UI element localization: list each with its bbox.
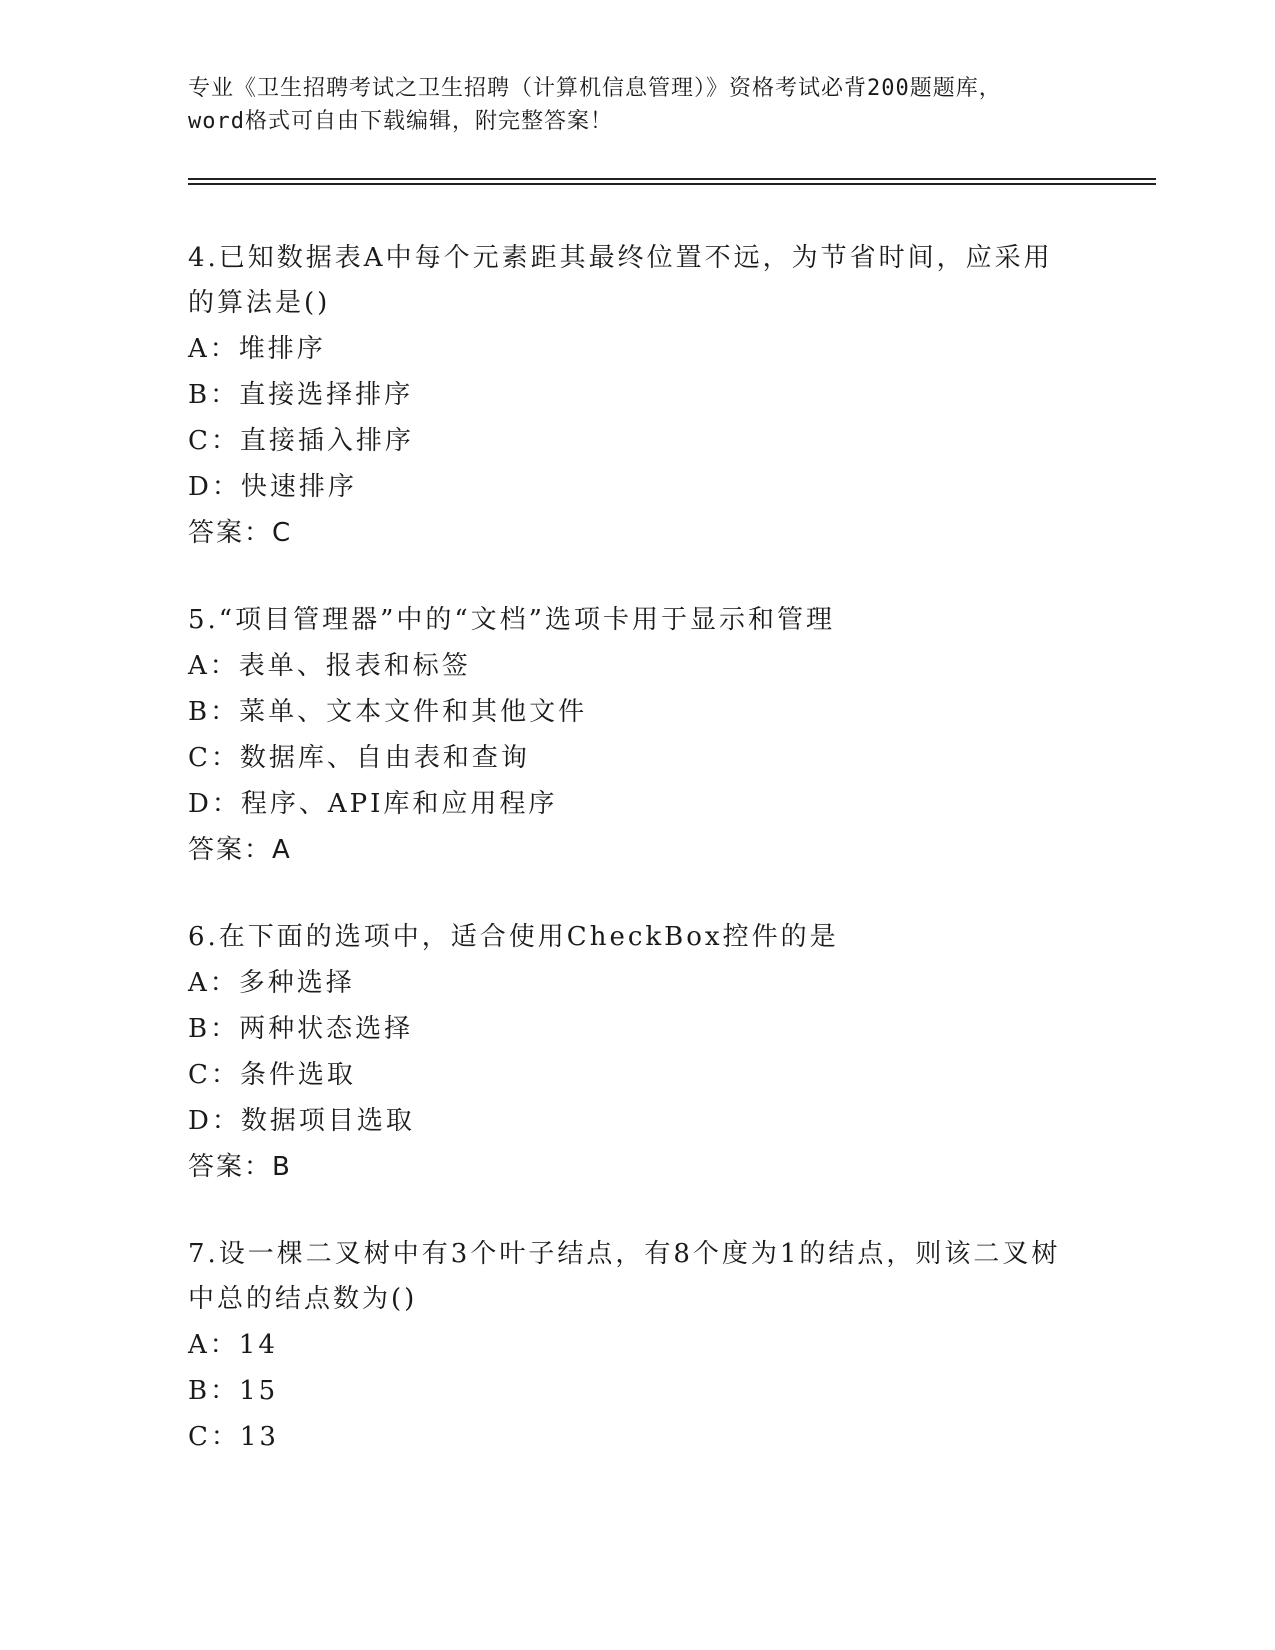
header-title-line-1: 专业《卫生招聘考试之卫生招聘（计算机信息管理）》资格考试必背200题题库， [188, 76, 1002, 101]
document-header [188, 72, 1088, 138]
option-b: B：菜单、文本文件和其他文件 [188, 697, 588, 727]
answer-line: 答案：C [188, 518, 293, 548]
question-stem: 6.在下面的选项中，适合使用CheckBox控件的是 [188, 922, 839, 952]
option-c: C：13 [188, 1422, 279, 1452]
question-5 [188, 598, 1078, 873]
option-a: A：堆排序 [188, 334, 326, 364]
question-4 [188, 236, 1078, 556]
question-stem: 4.已知数据表A中每个元素距其最终位置不远，为节省时间，应采用的算法是() [188, 243, 1053, 318]
header-divider-bottom [188, 183, 1156, 185]
option-b: B：两种状态选择 [188, 1014, 414, 1044]
header-title-line-2: word格式可自由下载编辑，附完整答案！ [188, 109, 613, 134]
answer-line: 答案：A [188, 835, 292, 865]
question-stem: 5.“项目管理器”中的“文档”选项卡用于显示和管理 [188, 605, 835, 635]
option-d: D：数据项目选取 [188, 1106, 415, 1136]
option-c: C：条件选取 [188, 1060, 356, 1090]
header-divider-top [188, 178, 1156, 180]
option-a: A：14 [188, 1330, 278, 1360]
option-c: C：数据库、自由表和查询 [188, 743, 530, 773]
question-7 [188, 1232, 1078, 1460]
question-list [188, 236, 1078, 1502]
option-a: A：表单、报表和标签 [188, 651, 471, 681]
option-d: D：快速排序 [188, 472, 357, 502]
option-b: B：15 [188, 1376, 279, 1406]
answer-line: 答案：B [188, 1152, 292, 1182]
option-b: B：直接选择排序 [188, 380, 414, 410]
option-d: D：程序、API库和应用程序 [188, 789, 558, 819]
option-a: A：多种选择 [188, 968, 355, 998]
question-6 [188, 915, 1078, 1190]
question-stem: 7.设一棵二叉树中有3个叶子结点，有8个度为1的结点，则该二叉树中总的结点数为() [188, 1239, 1061, 1314]
option-c: C：直接插入排序 [188, 426, 414, 456]
